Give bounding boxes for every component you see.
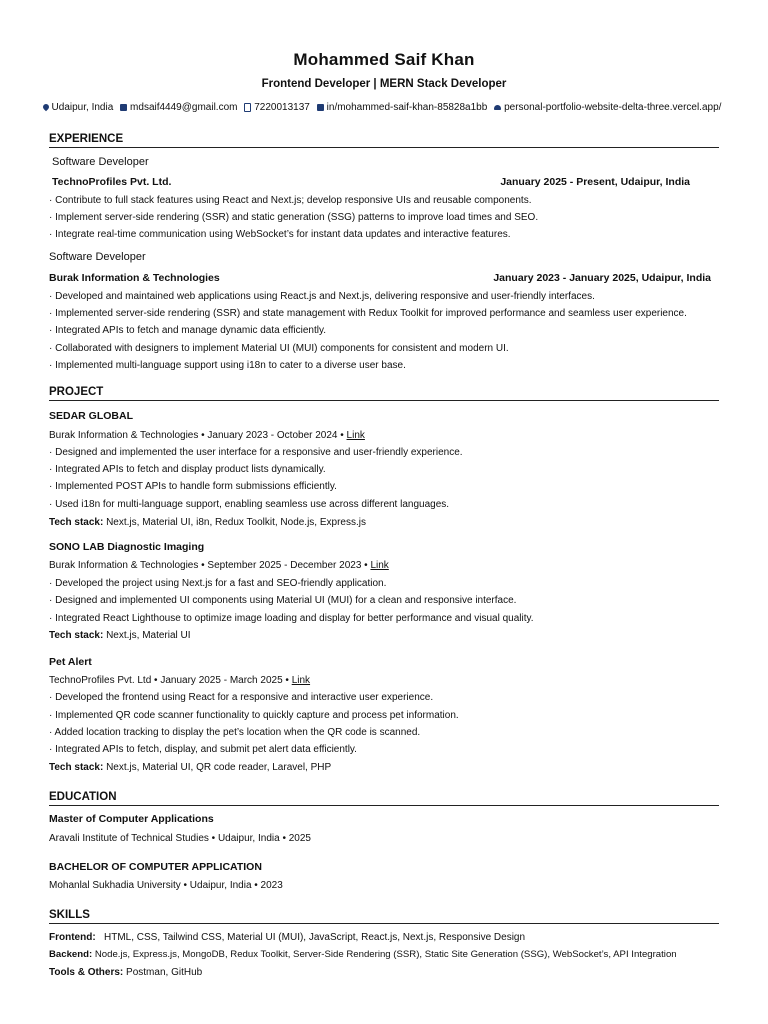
project-name: Pet Alert: [49, 656, 92, 668]
job-bullet: · Implemented multi-language support using i18n to cater to a diverse user base.: [49, 360, 406, 371]
project-meta: [49, 429, 719, 442]
education-detail: Mohanlal Sukhadia University • Udaipur, India • 2023: [49, 880, 283, 891]
contact-bar: [0, 102, 768, 113]
project-link[interactable]: Link: [346, 430, 365, 441]
cloud-icon: [494, 105, 501, 110]
project-bullet: · Designed and implemented the user interface for a responsive and user-friendly experience.: [49, 447, 463, 458]
project-meta: [49, 674, 719, 687]
project-bullet: · Integrated APIs to fetch and display product lists dynamically.: [49, 464, 326, 475]
job-company: Burak Information & Technologies: [49, 272, 220, 284]
project-bullet: · Designed and implemented UI components using Material UI (MUI) for a clean and responsive interface.: [49, 595, 517, 606]
job-company-row: [49, 272, 711, 285]
project-tech: [49, 516, 719, 529]
job-bullet: · Developed and maintained web applications using React.js and Next.js, delivering responsive and user-friendly interfaces.: [49, 291, 595, 302]
project-heading: PROJECT: [49, 386, 719, 401]
skills-row: [49, 948, 719, 961]
job-company-row: [52, 176, 690, 189]
location-item: [43, 102, 117, 113]
project-bullet: · Implemented POST APIs to handle form submissions efficiently.: [49, 481, 337, 492]
tech-value: Next.js, Material UI, i8n, Redux Toolkit, Node.js, Express.js: [106, 517, 366, 528]
project-meta-text: Burak Information & Technologies • January 2023 - October 2024 •: [49, 430, 344, 441]
location-text: Udaipur, India: [51, 102, 114, 113]
candidate-subtitle: Frontend Developer | MERN Stack Developer: [261, 78, 507, 90]
project-tech: [49, 761, 719, 774]
job-bullet: · Implemented server-side rendering (SSR) and state management with Redux Toolkit for improved performance and seamless user experience.: [49, 308, 687, 319]
skills-label: Backend:: [49, 949, 93, 960]
skills-value: HTML, CSS, Tailwind CSS, Material UI (MUI), JavaScript, React.js, Next.js, Responsive Design: [104, 932, 526, 943]
job-dates: January 2025 - Present, Udaipur, India: [500, 176, 690, 188]
tech-value: Next.js, Material UI: [106, 630, 191, 641]
portfolio-item[interactable]: [494, 102, 721, 113]
project-meta-text: TechnoProfiles Pvt. Ltd • January 2025 - March 2025 •: [49, 675, 289, 686]
tech-value: Next.js, Material UI, QR code reader, Laravel, PHP: [106, 762, 332, 773]
job-title: Software Developer: [52, 156, 149, 168]
project-name: SONO LAB Diagnostic Imaging: [49, 541, 205, 553]
project-name: SEDAR GLOBAL: [49, 410, 133, 422]
project-bullet: · Developed the frontend using React for a responsive and interactive user experience.: [49, 692, 434, 703]
education-degree: BACHELOR OF COMPUTER APPLICATION: [49, 861, 262, 873]
skills-value: Postman, GitHub: [126, 967, 203, 978]
skills-row: [49, 966, 719, 979]
email-link[interactable]: mdsaif4449@gmail.com: [130, 102, 238, 113]
skills-row: [49, 931, 719, 944]
candidate-name: Mohammed Saif Khan: [293, 50, 475, 69]
project-bullet: · Developed the project using Next.js for a fast and SEO-friendly application.: [49, 578, 387, 589]
project-bullet: · Used i18n for multi-language support, enabling seamless use across different languages.: [49, 499, 450, 510]
project-link[interactable]: Link: [370, 560, 389, 571]
email-icon: [120, 104, 127, 111]
job-bullet: · Integrate real-time communication using WebSocket’s for instant data updates and interactive features.: [49, 229, 511, 240]
skills-heading: SKILLS: [49, 909, 719, 924]
job-company: TechnoProfiles Pvt. Ltd.: [52, 176, 172, 188]
project-meta-text: Burak Information & Technologies • September 2025 - December 2023 •: [49, 560, 368, 571]
project-tech: [49, 629, 719, 642]
education-degree: Master of Computer Applications: [49, 813, 214, 825]
project-bullet: · Added location tracking to display the pet’s location when the QR code is scanned.: [49, 727, 421, 738]
linkedin-link[interactable]: in/mohammed-saif-khan-85828a1bb: [326, 102, 488, 113]
project-bullet: · Integrated APIs to fetch, display, and submit pet alert data efficiently.: [49, 744, 357, 755]
linkedin-icon: [317, 104, 324, 111]
education-heading: EDUCATION: [49, 791, 719, 806]
location-pin-icon: [41, 103, 49, 111]
email-item[interactable]: [120, 102, 240, 113]
skills-label: Tools & Others:: [49, 967, 124, 978]
project-link[interactable]: Link: [291, 675, 311, 686]
education-detail: Aravali Institute of Technical Studies • Udaipur, India • 2025: [49, 833, 311, 844]
skills-label: Frontend:: [49, 932, 96, 943]
job-bullet: · Contribute to full stack features using React and Next.js; develop responsive UIs and reusable components.: [49, 195, 532, 206]
experience-heading: EXPERIENCE: [49, 133, 719, 148]
tech-label: Tech stack:: [49, 630, 104, 641]
tech-label: Tech stack:: [49, 517, 104, 528]
phone-item[interactable]: [244, 102, 312, 113]
job-dates: January 2023 - January 2025, Udaipur, India: [493, 272, 711, 284]
project-meta: [49, 559, 719, 572]
linkedin-item[interactable]: [317, 102, 490, 113]
job-bullet: · Integrated APIs to fetch and manage dynamic data efficiently.: [49, 325, 327, 336]
portfolio-link[interactable]: personal-portfolio-website-delta-three.vercel.app/: [504, 102, 722, 113]
tech-label: Tech stack:: [49, 762, 104, 773]
project-bullet: · Implemented QR code scanner functionality to quickly capture and process pet information.: [49, 710, 459, 721]
job-bullet: · Implement server-side rendering (SSR) and static generation (SSG) patterns to improve load times and SEO.: [49, 212, 539, 223]
job-title: Software Developer: [49, 251, 146, 263]
phone-icon: [244, 103, 251, 112]
skills-value: Node.js, Express.js, MongoDB, Redux Toolkit, Server-Side Rendering (SSR), Static Site Generation (SSG), WebSocket’s, API Integration: [94, 949, 677, 960]
job-bullet: · Collaborated with designers to implement Material UI (MUI) components for consistent and modern UI.: [49, 343, 509, 354]
phone-link[interactable]: 7220013137: [254, 102, 310, 113]
project-bullet: · Integrated React Lighthouse to optimize image loading and display for better performance and visual quality.: [49, 613, 534, 624]
